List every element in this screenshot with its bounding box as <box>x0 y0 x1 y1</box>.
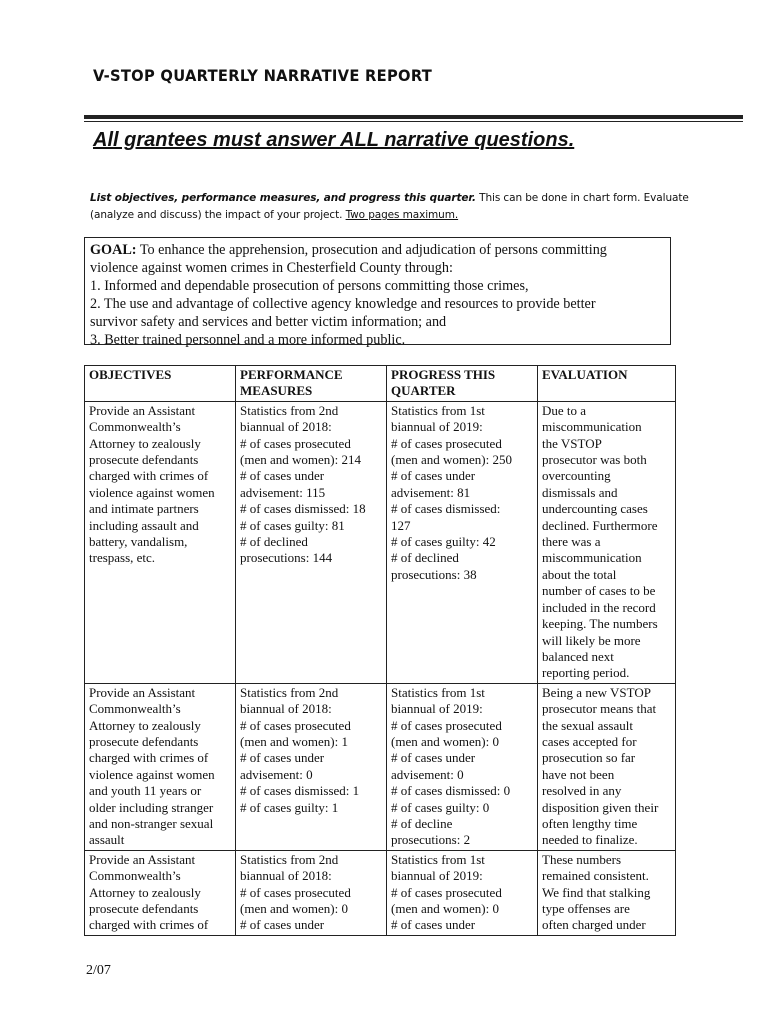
header-rule-thin <box>84 121 743 122</box>
header-rule-thick <box>84 115 743 119</box>
table-cell-measures: Statistics from 2nd biannual of 2018: # of cases prosecuted (men and women): 0 # of cases under <box>236 850 387 935</box>
report-title: V-STOP QUARTERLY NARRATIVE REPORT <box>93 66 433 85</box>
table-cell-evaluation: Being a new VSTOP prosecutor means that the sexual assault cases accepted for prosecution so far have not been resolved in any disposition given their often lengthy time needed to finalize. <box>538 683 676 850</box>
table-cell-evaluation: These numbers remained consistent. We find that stalking type offenses are often charged under <box>538 850 676 935</box>
header-progress: PROGRESS THIS QUARTER <box>387 366 538 402</box>
instructions-lead: List objectives, performance measures, and progress this quarter. <box>90 192 476 204</box>
header-evaluation: EVALUATION <box>538 366 676 402</box>
table-row <box>85 850 676 935</box>
instructions-body: This can be done in chart form. Evaluate (analyze and discuss) the impact of your project. <box>90 192 689 221</box>
table-cell-evaluation: Due to a miscommunication the VSTOP prosecutor was both overcounting dismissals and undercounting cases declined. Furthermore there was a miscommunication about the total number of cases to be included in the record keeping. The numbers will likely be more balanced next reporting period. <box>538 401 676 683</box>
headline: All grantees must answer ALL narrative questions. <box>93 129 575 151</box>
table-cell-progress: Statistics from 1st biannual of 2019: # of cases prosecuted (men and women): 250 # of cases under advisement: 81 # of cases dismissed: 127 # of cases guilty: 42 # of declined prosecutions: 38 <box>387 401 538 683</box>
objectives-table <box>84 365 676 936</box>
header-performance-measures: PERFORMANCE MEASURES <box>236 366 387 402</box>
table-cell-measures: Statistics from 2nd biannual of 2018: # of cases prosecuted (men and women): 1 # of cases under advisement: 0 # of cases dismissed: 1 # of cases guilty: 1 <box>236 683 387 850</box>
table-cell-progress: Statistics from 1st biannual of 2019: # of cases prosecuted (men and women): 0 # of cases under advisement: 0 # of cases dismissed: 0 # of cases guilty: 0 # of decline prosecutions: 2 <box>387 683 538 850</box>
goal-text: To enhance the apprehension, prosecution and adjudication of persons committing <box>139 242 607 258</box>
goal-line <box>90 241 665 259</box>
table-cell-objective: Provide an Assistant Commonwealth’s Attorney to zealously prosecute defendants charged with crimes of violence against women and youth 11 years or older including stranger and non-stranger sexual assault <box>85 683 236 850</box>
goal-line: violence against women crimes in Chesterfield County through: <box>90 260 453 276</box>
instructions <box>90 190 730 224</box>
goal-line: 1. Informed and dependable prosecution of persons committing those crimes, <box>90 278 529 294</box>
table-row <box>85 683 676 850</box>
table-header-row <box>85 366 676 402</box>
goal-line: 3. Better trained personnel and a more informed public. <box>90 332 406 348</box>
header-objectives: OBJECTIVES <box>85 366 236 402</box>
goal-line: survivor safety and services and better victim information; and <box>90 314 447 330</box>
table-cell-objective: Provide an Assistant Commonwealth’s Attorney to zealously prosecute defendants charged with crimes of <box>85 850 236 935</box>
page-footer: 2/07 <box>86 963 111 978</box>
table-cell-objective: Provide an Assistant Commonwealth’s Attorney to zealously prosecute defendants charged with crimes of violence against women and intimate partners including assault and battery, vandalism, trespass, etc. <box>85 401 236 683</box>
goal-box <box>84 237 671 348</box>
instructions-limit: Two pages maximum. <box>345 209 459 221</box>
table-cell-measures: Statistics from 2nd biannual of 2018: # of cases prosecuted (men and women): 214 # of cases under advisement: 115 # of cases dismissed: 18 # of cases guilty: 81 # of declined prosecutions: 144 <box>236 401 387 683</box>
table-row <box>85 401 676 683</box>
table-cell-progress: Statistics from 1st biannual of 2019: # of cases prosecuted (men and women): 0 # of cases under <box>387 850 538 935</box>
goal-label: GOAL: <box>90 242 137 258</box>
goal-line: 2. The use and advantage of collective agency knowledge and resources to provide better <box>90 296 596 312</box>
